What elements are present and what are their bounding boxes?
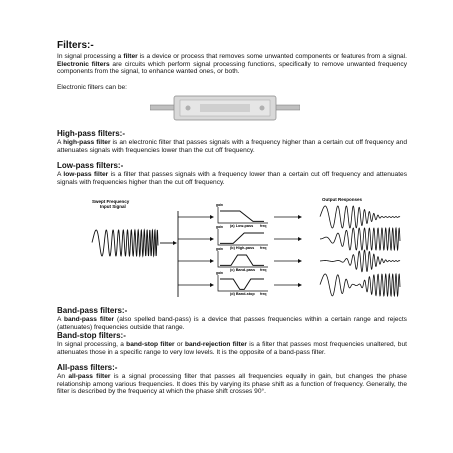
freq-axis-label: freq	[260, 246, 267, 250]
band-stop-paragraph	[57, 341, 407, 356]
panel-axes	[218, 229, 268, 245]
high-pass-paragraph	[57, 139, 407, 154]
response-curve	[220, 233, 264, 243]
intro-bold-filter: filter	[123, 53, 138, 60]
band-pass-heading: Band-pass filters:-	[57, 306, 128, 315]
freq-axis-label: freq	[260, 268, 267, 272]
lp-text-c: is a filter that passes signals with a frequency lower than a certain cut off frequency and attenuates signals with frequencies higher than the cut off frequency.	[57, 171, 407, 186]
bs-text-c: or	[174, 341, 185, 348]
gain-axis-label: gain	[216, 225, 223, 229]
hp-bold: high-pass filter	[63, 139, 111, 146]
low-pass-paragraph	[57, 171, 407, 186]
panel-axes	[218, 275, 268, 291]
response-panel	[216, 271, 302, 296]
output-response-wave	[320, 274, 400, 296]
intro-paragraph	[57, 53, 407, 76]
bp-text-c: (also spelled band-pass) is a device that passes frequencies within a certain range and rejects (attenuates) frequencies outside that range.	[57, 316, 407, 331]
panel-caption: (d) Band-stop	[230, 292, 255, 296]
branch-arrows	[178, 215, 214, 287]
intro-text-1: In signal processing a	[57, 53, 124, 60]
bp-bold: band-pass filter	[63, 316, 115, 323]
panel-caption: (c) Band-pass	[230, 268, 256, 272]
low-pass-heading: Low-pass filters:-	[57, 161, 124, 170]
all-pass-heading: All-pass filters:-	[57, 363, 118, 372]
intro-text-2: is a device or process that removes some unwanted components or features from a signal.	[137, 53, 408, 60]
input-label-1: Swept Frequency	[92, 199, 130, 204]
ap-text-a: An	[57, 373, 69, 380]
all-pass-paragraph	[57, 373, 407, 396]
response-curve	[220, 279, 264, 289]
panel-caption: (a) Low-pass	[230, 224, 254, 228]
lp-bold: low-pass filter	[63, 171, 109, 178]
output-waves	[320, 206, 400, 296]
branch-arrowhead	[210, 283, 214, 287]
high-pass-heading: High-pass filters:-	[57, 129, 126, 138]
ap-text-c: is a signal processing filter that passes all frequencies equally in gain, but changes the phase relationship among various frequencies. It does this by varying its phase shift as a function of frequency. Generally, the filter is described by the frequency at which the phase shift crosses 90°.	[57, 373, 407, 396]
output-response-wave	[320, 250, 400, 272]
gain-axis-label: gain	[216, 203, 223, 207]
branch-arrowhead	[210, 215, 214, 219]
band-stop-heading: Band-stop filters:-	[57, 331, 126, 340]
lp-text-a: A	[57, 171, 64, 178]
bp-text-a: A	[57, 316, 64, 323]
response-curve	[220, 211, 264, 221]
page-title: Filters:-	[57, 40, 94, 51]
output-label: Output Responses	[322, 197, 363, 202]
freq-axis-label: freq	[260, 292, 267, 296]
response-panel	[216, 203, 302, 228]
response-curve	[220, 255, 264, 265]
gain-axis-label: gain	[216, 271, 223, 275]
response-panel	[216, 247, 302, 272]
panel-axes	[218, 251, 268, 267]
filter-device-image	[150, 92, 300, 126]
ap-bold: all-pass filter	[68, 373, 111, 380]
branch-arrowhead	[210, 237, 214, 241]
hp-text-a: A	[57, 139, 64, 146]
band-pass-paragraph	[57, 316, 407, 331]
intro-text-3: are circuits which perform signal processing functions, specifically to remove unwanted frequency components from the signal, to enhance wanted ones, or both.	[57, 60, 407, 76]
bs-bold-1: band-stop filter	[126, 341, 175, 348]
branch-arrowhead	[210, 259, 214, 263]
response-panel	[216, 225, 302, 250]
filter-response-figure	[60, 195, 420, 305]
intro-bold-electronic: Electronic filters	[57, 60, 110, 68]
response-panels	[216, 203, 302, 296]
intro-list-lead: Electronic filters can be:	[57, 84, 127, 91]
panel-axes	[218, 207, 268, 223]
output-response-wave	[320, 228, 400, 250]
output-response-wave	[320, 206, 400, 228]
bs-text-e: is a filter that passes most frequencies unaltered, but attenuates those in a specific range to very low levels. It is the opposite of a band-pass filter.	[57, 341, 407, 356]
input-signal-wave	[92, 230, 158, 256]
panel-caption: (b) High-pass	[230, 246, 255, 250]
bs-bold-2: band-rejection filter	[184, 341, 247, 348]
hp-text-c: is an electronic filter that passes signals with a frequency higher than a certain cut off frequency and attenuates signals with frequencies lower than the cut off frequency.	[57, 139, 407, 154]
bs-text-a: In signal processing, a	[57, 341, 127, 348]
freq-axis-label: freq	[260, 224, 267, 228]
gain-axis-label: gain	[216, 247, 223, 251]
input-label-2: Input Signal	[100, 204, 126, 209]
